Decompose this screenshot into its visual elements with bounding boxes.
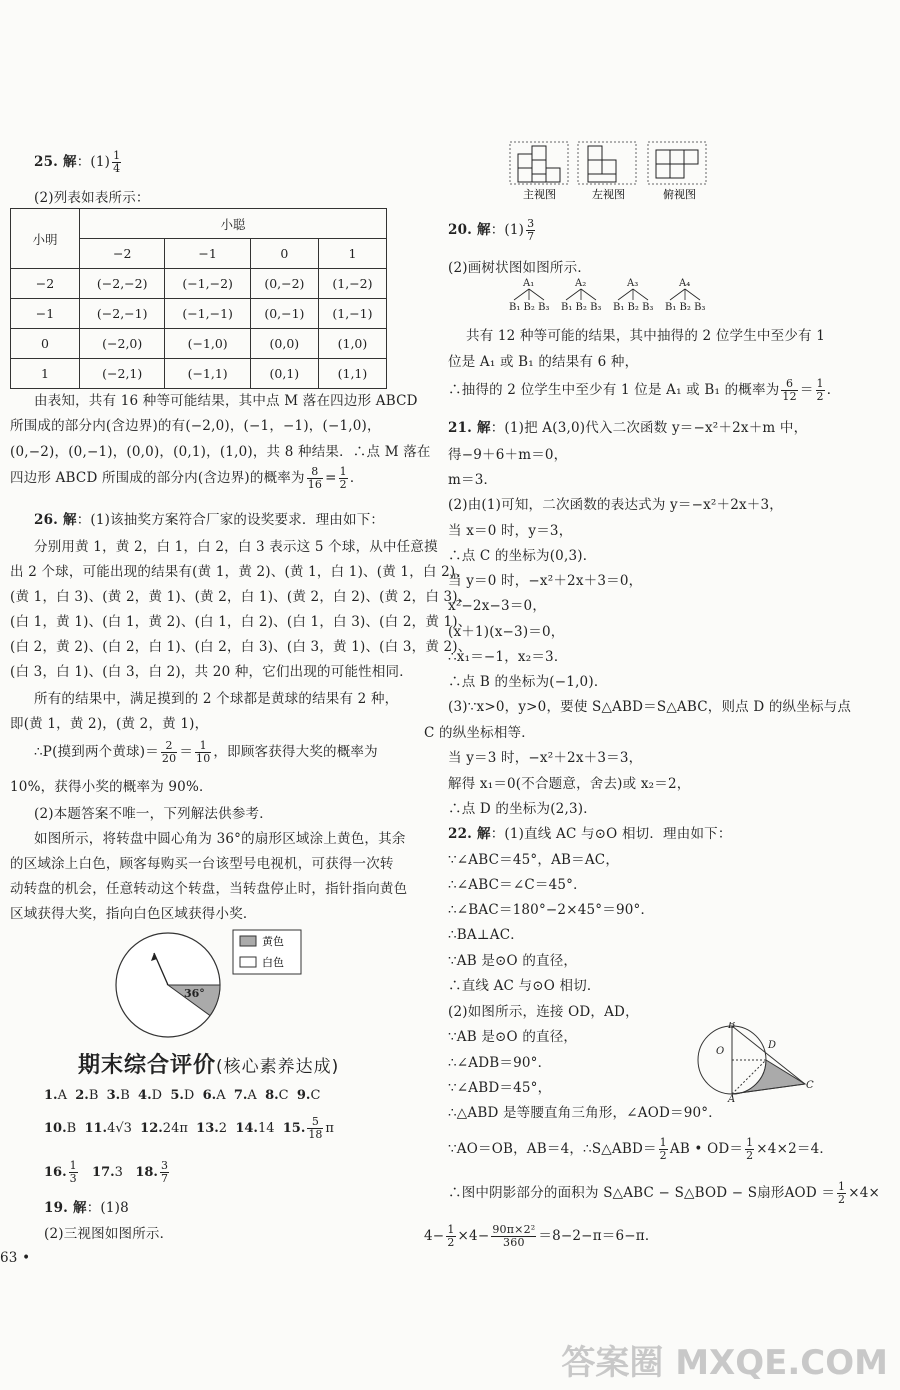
q25-label: 25. 解 [34,154,77,170]
q22-text: ∴∠ABC＝∠C＝45°． [448,877,587,893]
q21-text: x²−2x−3＝0， [448,598,547,614]
q26-text: (黄 1，白 3)、(黄 2，黄 1)、(黄 2，白 1)、(黄 2，白 2)、(黄 2，白 3)、 [10,589,472,605]
q21-text: 当 y＝3 时，−x²＋2x＋3＝3， [448,750,643,766]
q22-text: ∵AO＝OB，AB＝4，∴S△ABD＝ $\frac{1}{2}$ AB • OD＝ $\frac{1}{2}$ ×4×2＝4． [448,1136,834,1162]
svg-text:B₁ B₂ B₃: B₁ B₂ B₃ [509,302,550,313]
svg-text:O: O [716,1046,725,1057]
q22-text: ∵∠ABC＝45°，AB＝AC， [448,852,620,868]
q19-line1: 19. 解：(1)8 [44,1200,129,1216]
q22-text: ∴∠ADB＝90°． [448,1055,552,1071]
q19-part2: (2)三视图如图所示． [44,1226,174,1242]
page-number: 63 • [0,1250,31,1266]
q26-text: (2)本题答案不唯一，下列解法供参考． [34,806,273,822]
q21-text: ∴点 C 的坐标为(0,3)． [448,548,597,564]
q26-text: 区域获得大奖，指向白色区域获得小奖． [10,906,257,922]
q26-text: (白 3，白 1)、(白 3，白 2)，共 20 种，它们出现的可能性相同． [10,664,413,680]
q22-line1: 22. 解：(1)直线 AC 与⊙O 相切．理由如下： [448,826,732,842]
q25-line1: 25. 解：(1) $\frac{1}{4}$ [34,149,121,175]
table-col-header: −1 [165,239,250,269]
svg-text:A₄: A₄ [679,278,691,289]
q26-text: ∴P(摸到两个黄球)＝ $\frac{2}{20}$ ＝ $\frac{1}{10}$ ，即顾客获得大奖的概率为 [34,739,378,765]
section-heading: 期末综合评价(核心素养达成) [78,1053,340,1078]
q21-text: C 的纵坐标相等． [424,725,535,741]
q22-text: ∴△ABD 是等腰直角三角形，∠AOD＝90°． [448,1105,722,1121]
q21-text: (2)由(1)可知，二次函数的表达式为 y＝−x²＋2x＋3， [448,497,783,513]
table-row: −1 (−2,−1) (−1,−1) (0,−1) (1,−1) [11,299,387,329]
svg-text:B₁ B₂ B₃: B₁ B₂ B₃ [613,302,654,313]
svg-text:A: A [728,1094,736,1102]
svg-text:B₁ B₂ B₃: B₁ B₂ B₃ [665,302,706,313]
q25-text: 由表知，共有 16 种等可能结果，其中点 M 落在四边形 ABCD [34,393,418,409]
q25-part2: (2)列表如表所示： [34,190,150,206]
q26-text: 如图所示，将转盘中圆心角为 36°的扇形区域涂上黄色，其余 [34,831,406,847]
q26-text: 分别用黄 1，黄 2，白 1，白 2，白 3 表示这 5 个球，从中任意摸 [34,539,438,555]
table-top-header: 小聪 [80,209,387,239]
q20-text: 共有 12 种等可能的结果，其中抽得的 2 位学生中至少有 1 [466,328,826,344]
view-label: 俯视图 [663,188,696,201]
q22-text: ∴图中阴影部分的面积为 S△ABC − S△BOD − S扇形AOD ＝ $\frac{1}{2}$ ×4× [448,1180,881,1206]
outcome-table [10,208,387,389]
legend-white: 白色 [262,956,284,969]
q21-text: ∴点 D 的坐标为(2,3)． [448,801,597,817]
q22-text: ∴∠BAC＝180°−2×45°＝90°． [448,902,655,918]
q22-text: (2)如图所示，连接 OD，AD， [448,1004,639,1020]
q26-text: 所有的结果中，满足摸到的 2 个球都是黄球的结果有 2 种， [34,691,399,707]
geometry-figure [690,1022,820,1102]
q22-text: ∴BA⊥AC． [448,927,524,943]
q20-line1: 20. 解：(1) $\frac{3}{7}$ [448,217,535,243]
q25-text: (0,−2)，(0,−1)，(0,0)，(0,1)，(1,0)，共 8 种结果．∴点 M 落在 [10,444,431,460]
q20-text: 位是 A₁ 或 B₁ 的结果有 6 种， [448,354,639,370]
q22-text: ∵∠ABD＝45°， [448,1080,552,1096]
q26-text: 动转盘的机会，任意转动这个转盘，当转盘停止时，指针指向黄色 [10,881,408,897]
svg-text:B: B [728,1022,736,1031]
q25-text: 所围成的部分内(含边界)的有(−2,0)，(−1，−1)，(−1,0)， [10,418,381,434]
q26-text: 的区域涂上白色，顾客每购买一台该型号电视机，可获得一次转 [10,856,394,872]
q21-text: (x＋1)(x−3)＝0， [448,624,565,640]
q21-line1: 21. 解：(1)把 A(3,0)代入二次函数 y＝−x²＋2x＋m 中， [448,420,808,436]
fraction: $\frac{1}{4}$ [113,149,121,175]
q21-text: (3)∵x>0，y>0，要使 S△ABD＝S△ABC，则点 D 的纵坐标与点 [448,699,852,715]
q22-text: ∵AB 是⊙O 的直径， [448,953,578,969]
svg-text:A₁: A₁ [523,278,535,289]
watermark: 答案圈 MXQE.COM [561,1343,888,1383]
q21-text: 当 y＝0 时，−x²＋2x＋3＝0， [448,573,643,589]
q26-text: (白 1，黄 1)、(白 1，黄 2)、(白 1，白 2)、(白 1，白 3)、(白 2，黄 1)、 [10,614,472,630]
q26-text: 10%，获得小奖的概率为 90%． [10,779,213,795]
table-row: −2 (−2,−2) (−1,−2) (0,−2) (1,−2) [11,269,387,299]
table-col-header: 1 [318,239,386,269]
q26-text: 出 2 个球，可能出现的结果有(黄 1，黄 2)、(黄 1，白 1)、(黄 1，白 2)、 [10,564,470,580]
svg-text:C: C [806,1080,814,1091]
tree-diagram [505,276,725,314]
pie-angle-label: 36° [184,987,205,1000]
q21-text: m＝3． [448,472,498,488]
view-label: 左视图 [592,188,625,201]
q22-text: ∵AB 是⊙O 的直径， [448,1029,578,1045]
table-row: 0 (−2,0) (−1,0) (0,0) (1,0) [11,329,387,359]
q22-text: ∴直线 AC 与⊙O 相切． [448,978,601,994]
table-col-header: −2 [80,239,165,269]
table-corner: 小明 [11,209,80,269]
legend-yellow: 黄色 [262,935,284,948]
q21-text: ∴x₁＝−1，x₂＝3． [448,649,568,665]
q22-text: 4− $\frac{1}{2}$ ×4− $\frac{\text{90π×2²}}{360}$ ＝8−2−π＝6−π． [424,1223,659,1249]
mc-answers-row3: 16. $\frac{1}{3}$ 17.3 18. $\frac{3}{7}$ [44,1159,168,1185]
three-views-figure [508,140,728,202]
q21-text: 当 x＝0 时，y＝3， [448,523,573,539]
q21-text: 解得 x₁＝0(不合题意，舍去)或 x₂＝2， [448,776,691,792]
q20-part2: (2)画树状图如图所示． [448,260,592,276]
view-label: 主视图 [523,188,556,201]
table-col-header: 0 [250,239,318,269]
svg-text:A₂: A₂ [575,278,587,289]
q21-text: 得−9＋6＋m＝0， [448,447,568,463]
svg-text:B₁ B₂ B₃: B₁ B₂ B₃ [561,302,602,313]
mc-answers-row1: 1.A 2.B 3.B 4.D 5.D 6.A 7.A 8.C 9.C [44,1088,321,1103]
q26-text: (白 2，黄 2)、(白 2，白 1)、(白 2，白 3)、(白 3，黄 1)、(白 3，黄 2)、 [10,639,472,655]
svg-text:A₃: A₃ [627,278,639,289]
svg-text:D: D [768,1040,777,1051]
q25-text: 四边形 ABCD 所围成的部分内(含边界)的概率为 $\frac{8}{16}$ = $\frac{1}{2}$ ． [10,465,364,491]
q26-line1: 26. 解：(1)该抽奖方案符合厂家的设奖要求．理由如下： [34,512,385,528]
q20-text: ∴抽得的 2 位学生中至少有 1 位是 A₁ 或 B₁ 的概率为 $\frac{6}{12}$ ＝ $\frac{1}{2}$ ． [448,377,841,403]
mc-answers-row2: 10.B 11.4√3 12.24π 13.2 14.14 15. $\frac{5}{18}$ π [44,1115,334,1141]
q21-text: ∴点 B 的坐标为(−1,0)． [448,674,608,690]
spinner-figure [110,925,310,1040]
q26-text: 即(黄 1，黄 2)，(黄 2，黄 1)， [10,716,209,732]
table-row: 1 (−2,1) (−1,1) (0,1) (1,1) [11,359,387,389]
